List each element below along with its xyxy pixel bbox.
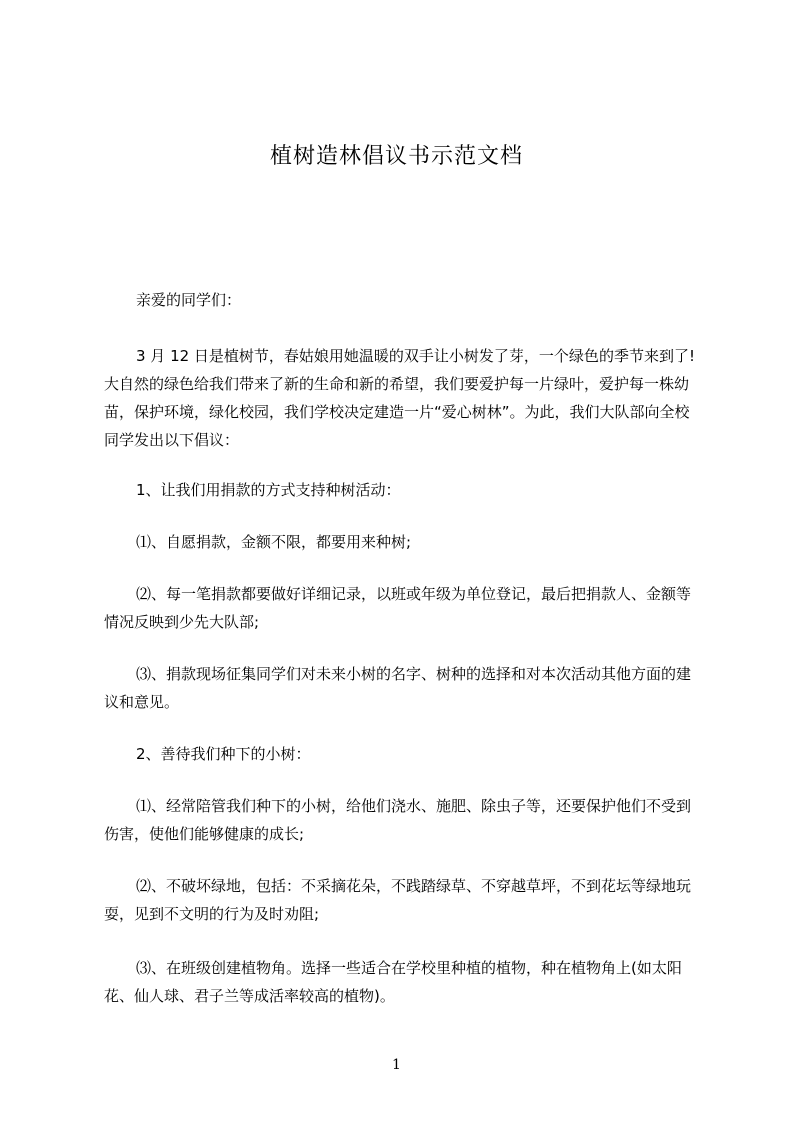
intro-paragraph: 3 月 12 日是植树节，春姑娘用她温暖的双手让小树发了芽，一个绿色的季节来到了!大自然的绿色给我们带来了新的生命和新的希望，我们要爱护每一片绿叶，爱护每一株幼苗，保护环境，绿化校园，我们学校决定建造一片“爱心树林”。为此，我们大队部向全校同学发出以下倡议： bbox=[104, 347, 695, 449]
section2-heading: 2、善待我们种下的小树： bbox=[136, 745, 311, 763]
section2-item-3: ⑶、在班级创建植物角。选择一些适合在学校里种植的植物，种在植物角上(如太阳花、仙人球、君子兰等成活率较高的植物)。 bbox=[104, 959, 682, 1005]
section1-heading: 1、让我们用捐款的方式支持种树活动： bbox=[136, 481, 401, 499]
section1-item-3: ⑶、捐款现场征集同学们对未来小树的名字、树种的选择和对本次活动其他方面的建议和意见。 bbox=[104, 665, 692, 711]
greeting: 亲爱的同学们： bbox=[136, 291, 242, 309]
section2-item-2: ⑵、不破坏绿地，包括：不采摘花朵，不践踏绿草、不穿越草坪，不到花坛等绿地玩耍，见到不文明的行为及时劝阻; bbox=[104, 877, 692, 923]
page-number: 1 bbox=[392, 1057, 401, 1073]
section2-item-1: ⑴、经常陪管我们种下的小树，给他们浇水、施肥、除虫子等，还要保护他们不受到伤害，使他们能够健康的成长; bbox=[104, 797, 692, 843]
page-title: 植树造林倡议书示范文档 bbox=[269, 144, 523, 169]
section1-item-1: ⑴、自愿捐款，金额不限，都要用来种树; bbox=[136, 533, 412, 551]
section1-item-2: ⑵、每一笔捐款都要做好详细记录，以班或年级为单位登记，最后把捐款人、金额等情况反映到少先大队部; bbox=[104, 585, 692, 631]
